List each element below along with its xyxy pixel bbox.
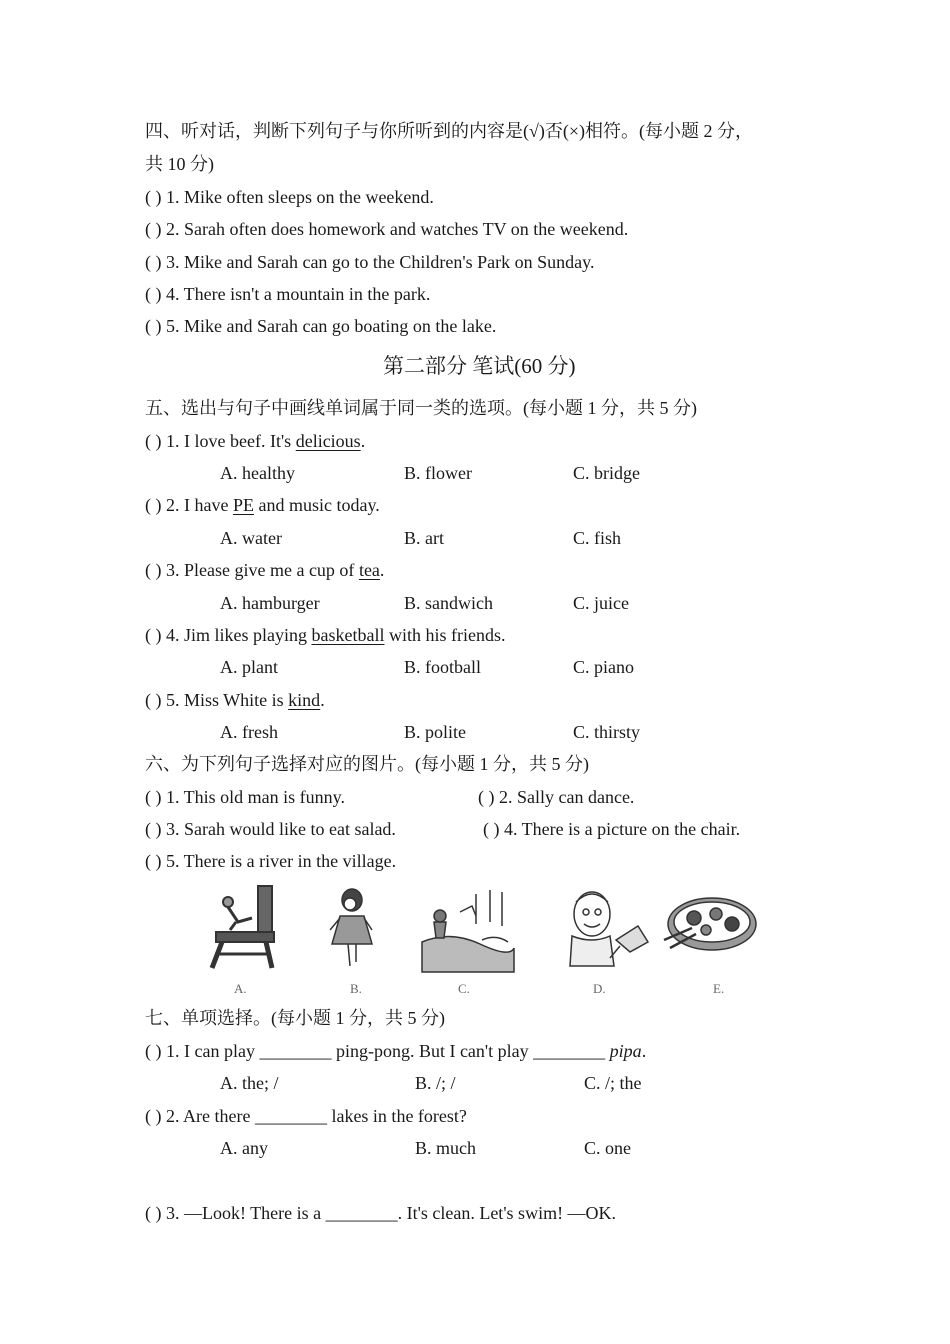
option-c: C. piano xyxy=(573,657,634,677)
option-a: A. water xyxy=(220,528,282,548)
option-a: A. any xyxy=(220,1138,268,1158)
picture-label-a: A. xyxy=(234,981,247,996)
option-c: C. fish xyxy=(573,528,622,548)
option-b: B. /; / xyxy=(415,1073,456,1093)
section4-heading-line1: 四、听对话，判断下列句子与你所听到的内容是(√)否(×)相符。(每小题 2 分， xyxy=(145,121,753,141)
section6-question-3: ( ) 3. Sarah would like to eat salad. xyxy=(145,819,396,839)
picture-d-old-man xyxy=(570,892,648,966)
section4-heading-line2: 共 10 分) xyxy=(145,154,214,174)
option-b: B. football xyxy=(404,657,481,677)
section6-heading: 六、为下列句子选择对应的图片。(每小题 1 分，共 5 分) xyxy=(145,754,589,774)
picture-strip xyxy=(200,882,760,994)
section5-question-1: ( ) 1. I love beef. It's delicious. xyxy=(145,431,366,451)
picture-c-river-village xyxy=(420,890,514,972)
option-c: C. thirsty xyxy=(573,722,641,742)
picture-strip-illustration xyxy=(200,882,760,994)
option-b: B. flower xyxy=(404,463,472,483)
picture-e-salad xyxy=(664,898,756,950)
section7-question-2: ( ) 2. Are there ________ lakes in the forest? xyxy=(145,1106,467,1126)
picture-label-e: E. xyxy=(713,981,725,996)
option-b: B. much xyxy=(415,1138,476,1158)
option-a: A. fresh xyxy=(220,722,278,742)
option-a: A. plant xyxy=(220,657,278,677)
section6-question-2: ( ) 2. Sally can dance. xyxy=(478,787,635,807)
section6-question-1: ( ) 1. This old man is funny. xyxy=(145,787,345,807)
picture-label-c: C. xyxy=(458,981,470,996)
section5-question-5: ( ) 5. Miss White is kind. xyxy=(145,690,325,710)
section6-question-5: ( ) 5. There is a river in the village. xyxy=(145,851,397,871)
underlined-word: basketball xyxy=(311,625,385,645)
option-c: C. /; the xyxy=(584,1073,642,1093)
picture-b-dancing-girl xyxy=(330,889,372,966)
section5-heading: 五、选出与句子中画线单词属于同一类的选项。(每小题 1 分，共 5 分) xyxy=(145,398,697,418)
section5-question-2: ( ) 2. I have PE and music today. xyxy=(145,495,380,515)
option-b: B. art xyxy=(404,528,444,548)
section4-item-4: ( ) 4. There isn't a mountain in the park. xyxy=(145,284,431,304)
option-b: B. polite xyxy=(404,722,466,742)
section4-item-1: ( ) 1. Mike often sleeps on the weekend. xyxy=(145,187,434,207)
section7-question-1: ( ) 1. I can play ________ ping-pong. But I can't play ________ pipa. xyxy=(145,1041,647,1061)
option-c: C. one xyxy=(584,1138,631,1158)
section4-item-2: ( ) 2. Sarah often does homework and watches TV on the weekend. xyxy=(145,219,629,239)
section7-question-3: ( ) 3. —Look! There is a ________. It's clean. Let's swim! —OK. xyxy=(145,1203,617,1223)
section5-question-3: ( ) 3. Please give me a cup of tea. xyxy=(145,560,385,580)
option-c: C. bridge xyxy=(573,463,640,483)
option-a: A. the; / xyxy=(220,1073,279,1093)
option-a: A. healthy xyxy=(220,463,295,483)
picture-a-chair-boy xyxy=(212,886,274,968)
picture-label-b: B. xyxy=(350,981,362,996)
section6-question-4: ( ) 4. There is a picture on the chair. xyxy=(483,819,741,839)
section5-question-4: ( ) 4. Jim likes playing basketball with his friends. xyxy=(145,625,506,645)
underlined-word: PE xyxy=(232,495,254,515)
underlined-word: delicious xyxy=(295,431,361,451)
section4-item-5: ( ) 5. Mike and Sarah can go boating on the lake. xyxy=(145,316,497,336)
option-a: A. hamburger xyxy=(220,593,320,613)
part2-title: 第二部分 笔试(60 分) xyxy=(383,354,576,378)
option-b: B. sandwich xyxy=(404,593,493,613)
section7-heading: 七、单项选择。(每小题 1 分，共 5 分) xyxy=(145,1008,445,1028)
section4-item-3: ( ) 3. Mike and Sarah can go to the Children's Park on Sunday. xyxy=(145,252,595,272)
underlined-word: kind xyxy=(288,690,321,710)
underlined-word: tea xyxy=(358,560,380,580)
picture-label-d: D. xyxy=(593,981,606,996)
option-c: C. juice xyxy=(573,593,629,613)
